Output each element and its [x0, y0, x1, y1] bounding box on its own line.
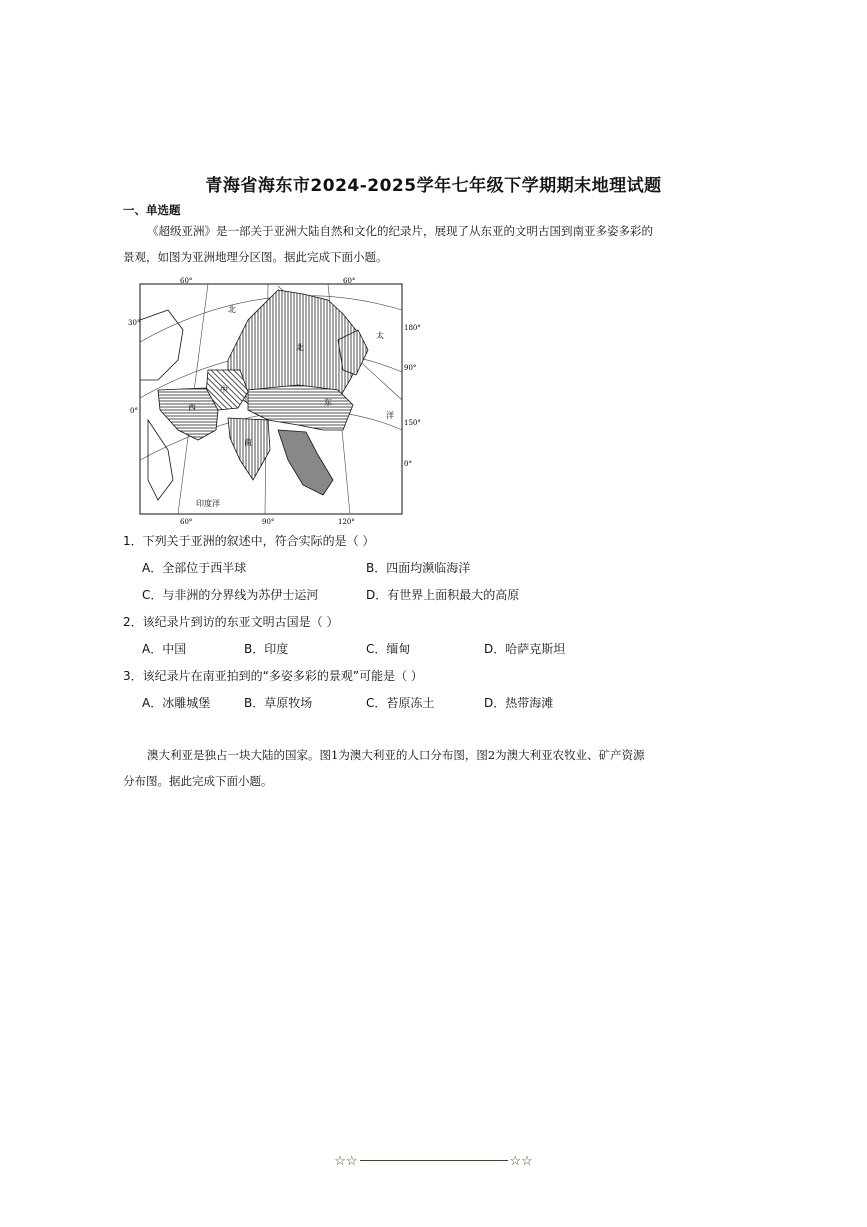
question-2-stem: 2．该纪录片到访的东亚文明古国是（ ）: [123, 615, 339, 629]
map-label-30: 30°: [128, 319, 141, 327]
question-2-option-b[interactable]: B．印度: [244, 642, 289, 656]
map-label-indian-ocean: 印度洋: [196, 499, 220, 508]
question-2-option-c[interactable]: C．缅甸: [366, 642, 411, 656]
intro-paragraph-1: [123, 218, 705, 270]
question-1-option-c[interactable]: C．与非洲的分界线为苏伊士运河: [142, 588, 319, 602]
map-label-90-right: 90°: [404, 364, 417, 372]
intro2-line1: 澳大利亚是独占一块大陆的国家。图1为澳大利亚的人口分布图，图2为澳大利亚农牧业、矿产资源: [147, 748, 645, 762]
footer-rule: [360, 1160, 508, 1161]
asia-region-map: [128, 277, 421, 528]
question-2-option-a[interactable]: A．中国: [142, 642, 187, 656]
map-label-150: 150°: [404, 419, 421, 427]
question-3-option-a[interactable]: A．冰雕城堡: [142, 696, 211, 710]
map-label-region-east: 东: [324, 398, 332, 407]
question-3-option-d[interactable]: D．热带海滩: [484, 696, 554, 710]
map-label-bottom-60: 60°: [180, 518, 193, 526]
footer-stars-left: ☆☆: [334, 1154, 358, 1169]
intro-paragraph-2: [123, 742, 705, 794]
intro1-line2: 景观，如图为亚洲地理分区图。据此完成下面小题。: [123, 250, 388, 264]
map-label-region-west: 西: [188, 403, 196, 412]
question-1-option-b[interactable]: B．四面均濒临海洋: [366, 561, 471, 575]
question-1-option-a[interactable]: A．全部位于西半球: [142, 561, 247, 575]
map-label-bottom-120: 120°: [338, 518, 355, 526]
map-label-region-south: 南: [244, 438, 252, 447]
map-label-0: 0°: [130, 407, 138, 415]
section-heading: 一、单选题: [123, 203, 181, 217]
map-label-bottom-90: 90°: [262, 518, 275, 526]
map-label-pacific-2: 洋: [386, 411, 394, 420]
map-label-60-right: 60°: [343, 277, 356, 285]
map-label-region-north: 北: [296, 343, 304, 352]
intro2-line2: 分布图。据此完成下面小题。: [123, 774, 273, 788]
intro1-line1: 《超级亚洲》是一部关于亚洲大陆自然和文化的纪录片，展现了从东亚的文明古国到南亚多姿多彩的: [147, 224, 653, 238]
map-label-region-middle: 中: [220, 385, 228, 394]
map-label-0-right: 0°: [404, 460, 412, 468]
map-label-north: 北: [228, 305, 236, 314]
page-title: 青海省海东市2024-2025学年七年级下学期期末地理试题: [205, 176, 662, 196]
map-label-180: 180°: [404, 324, 421, 332]
map-label-pacific-1: 太: [376, 331, 384, 340]
question-2-option-d[interactable]: D．哈萨克斯坦: [484, 642, 566, 656]
page-footer: [0, 1150, 867, 1169]
question-3-option-c[interactable]: C．苔原冻土: [366, 696, 435, 710]
question-3-stem: 3．该纪录片在南亚拍到的“多姿多彩的景观”可能是（ ）: [123, 669, 423, 683]
question-3-option-b[interactable]: B．草原牧场: [244, 696, 313, 710]
map-label-60-left: 60°: [180, 277, 193, 285]
question-1-option-d[interactable]: D．有世界上面积最大的高原: [366, 588, 520, 602]
footer-stars-right: ☆☆: [509, 1154, 533, 1169]
question-1-stem: 1．下列关于亚洲的叙述中，符合实际的是（ ）: [123, 534, 375, 548]
